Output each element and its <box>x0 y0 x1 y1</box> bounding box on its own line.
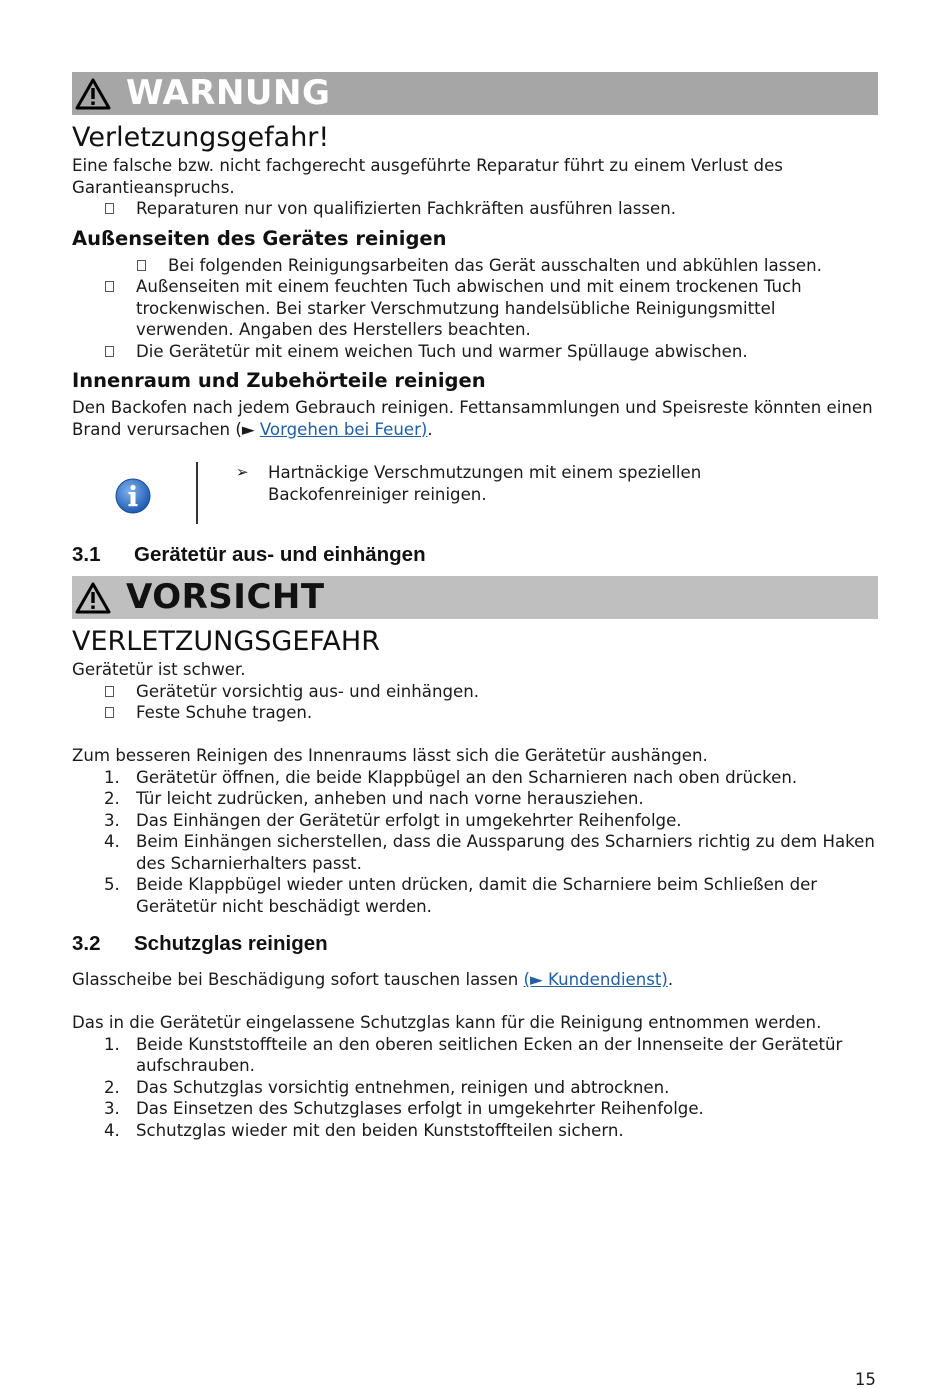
list-item: 4. Schutzglas wieder mit den beiden Kunststoffteilen sichern. <box>104 1120 624 1140</box>
list-item: Außenseiten mit einem feuchten Tuch abwischen und mit einem trockenen Tuch trockenwischen. Bei starker Verschmutzung handelsübliche Reinigungsmittel verwenden. Angaben des Herstellers beachten. <box>72 276 878 341</box>
list-item: 4. Beim Einhängen sicherstellen, dass die Aussparung des Scharniers richtig zu dem Haken des Scharnierhalters passt. <box>104 832 875 873</box>
section-number: 3.1 <box>72 543 101 566</box>
customer-service-link[interactable]: (► Kundendienst) <box>523 970 668 989</box>
caution-bullet-list <box>72 681 878 724</box>
info-box <box>72 462 878 526</box>
section-heading-3-2 <box>72 931 878 957</box>
list-item: Gerätetür vorsichtig aus- und einhängen. <box>72 681 878 703</box>
glass-text: Glasscheibe bei Beschädigung sofort tauschen lassen (► Kundendienst). <box>72 970 674 989</box>
list-item: 3. Das Einhängen der Gerätetür erfolgt in umgekehrter Reihenfolge. <box>104 810 682 830</box>
list-item: Feste Schuhe tragen. <box>72 702 878 724</box>
exterior-heading: Außenseiten des Gerätes reinigen <box>72 226 447 250</box>
warning-triangle-icon <box>74 581 112 615</box>
page-number: 15 <box>854 1370 876 1389</box>
door-intro: Zum besseren Reinigen des Innenraums lässt sich die Gerätetür aushängen. <box>72 746 708 765</box>
list-item: Reparaturen nur von qualifizierten Fachkräften ausführen lassen. <box>72 198 878 220</box>
glass-intro: Das in die Gerätetür eingelassene Schutzglas kann für die Reinigung entnommen werden. <box>72 1013 822 1032</box>
list-item: 5. Beide Klappbügel wieder unten drücken, damit die Scharniere beim Schließen der Gerätetür nicht beschädigt werden. <box>104 875 818 916</box>
bullet-box-icon <box>105 346 114 357</box>
warning-banner <box>72 72 878 115</box>
list-item: 1. Gerätetür öffnen, die beide Klappbügel an den Scharnieren nach oben drücken. <box>104 767 798 787</box>
section-title: Gerätetür aus- und einhängen <box>134 543 426 566</box>
warning-triangle-icon <box>74 77 112 111</box>
exterior-bullet-list <box>72 255 878 363</box>
bullet-box-icon <box>105 707 114 718</box>
warning-label: WARNUNG <box>126 73 331 113</box>
glass-steps <box>72 1034 878 1142</box>
fire-procedure-link[interactable]: Vorgehen bei Feuer) <box>259 419 428 439</box>
caution-banner <box>72 576 878 619</box>
section-number: 3.2 <box>72 932 101 955</box>
list-item: 3. Das Einsetzen des Schutzglases erfolgt in umgekehrter Reihenfolge. <box>104 1099 704 1118</box>
caution-label: VORSICHT <box>126 577 325 617</box>
info-text: ➢ Hartnäckige Verschmutzungen mit einem speziellen Backofenreiniger reinigen. <box>236 463 702 504</box>
warning-danger-title: Verletzungsgefahr! <box>72 122 330 153</box>
section-heading-3-1 <box>72 542 878 568</box>
warning-bullet-list <box>72 198 878 220</box>
door-steps <box>72 767 878 918</box>
interior-text: Den Backofen nach jedem Gebrauch reinigen. Fettansammlungen und Speisreste könnten einen Brand verursachen (► Vorgehen bei Feuer). <box>72 398 873 439</box>
section-title: Schutzglas reinigen <box>134 932 328 955</box>
caution-text: Gerätetür ist schwer. <box>72 660 246 679</box>
list-item: Die Gerätetür mit einem weichen Tuch und warmer Spüllauge abwischen. <box>72 341 878 363</box>
list-item: Bei folgenden Reinigungsarbeiten das Gerät ausschalten und abkühlen lassen. <box>72 255 878 277</box>
manual-page <box>72 72 878 1141</box>
bullet-box-icon <box>105 686 114 697</box>
bullet-box-icon <box>137 260 146 271</box>
info-icon <box>115 478 151 514</box>
arrow-bullet-icon: ➢ <box>236 463 249 481</box>
list-item: 2. Tür leicht zudrücken, anheben und nach vorne herausziehen. <box>104 789 644 808</box>
info-divider <box>196 462 198 524</box>
bullet-box-icon <box>105 203 114 214</box>
interior-heading: Innenraum und Zubehörteile reinigen <box>72 369 486 392</box>
warning-text: Eine falsche bzw. nicht fachgerecht ausgeführte Reparatur führt zu einem Verlust des Garantieanspruchs. <box>72 156 783 197</box>
caution-danger-title: VERLETZUNGSGEFAHR <box>72 626 380 657</box>
bullet-box-icon <box>105 281 114 292</box>
list-item: 2. Das Schutzglas vorsichtig entnehmen, reinigen und abtrocknen. <box>104 1077 670 1097</box>
list-item: 1. Beide Kunststoffteile an den oberen seitlichen Ecken an der Innenseite der Gerätetür aufschrauben. <box>104 1034 843 1075</box>
